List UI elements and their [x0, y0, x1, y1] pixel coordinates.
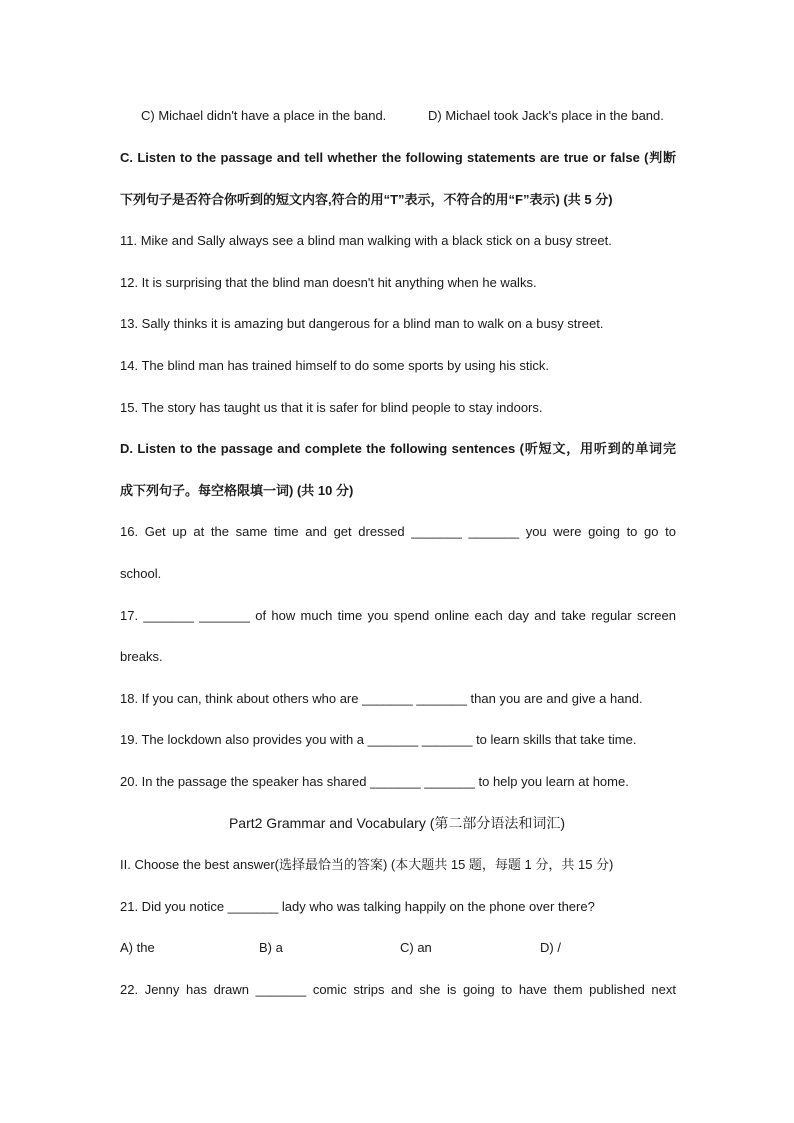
question-14: 14. The blind man has trained himself to do some sports by using his stick. — [120, 358, 549, 373]
option-c-previous: C) Michael didn't have a place in the band. — [141, 108, 387, 123]
question-15: 15. The story has taught us that it is safer for blind people to stay indoors. — [120, 400, 543, 415]
question-17-line2: breaks. — [120, 649, 163, 664]
section-d-heading-line2: 成下列句子。每空格限填一词) (共 10 分) — [120, 483, 354, 498]
section-ii-heading: II. Choose the best answer(选择最恰当的答案) (本大题共 15 题，每题 1 分，共 15 分) — [120, 857, 614, 872]
question-20: 20. In the passage the speaker has shared _______ _______ to help you learn at home. — [120, 774, 629, 789]
question-11: 11. Mike and Sally always see a blind man walking with a black stick on a busy street. — [120, 233, 612, 248]
q21-option-c: C) an — [400, 940, 432, 955]
question-16-line2: school. — [120, 566, 162, 581]
question-12: 12. It is surprising that the blind man doesn't hit anything when he walks. — [120, 275, 537, 290]
section-d-heading-line1: D. Listen to the passage and complete the following sentences (听短文，用听到的单词完 — [120, 441, 676, 456]
question-17-line1: 17. _______ _______ of how much time you spend online each day and take regular screen — [120, 608, 676, 623]
question-18: 18. If you can, think about others who are _______ _______ than you are and give a hand. — [120, 691, 643, 706]
q21-option-d: D) / — [540, 940, 561, 955]
section-c-heading-line2: 下列句子是否符合你听到的短文内容,符合的用“T”表示，不符合的用“F”表示) (共 5 分) — [120, 192, 613, 207]
option-d-previous: D) Michael took Jack's place in the band. — [428, 108, 664, 123]
question-13: 13. Sally thinks it is amazing but dangerous for a blind man to walk on a busy street. — [120, 316, 604, 331]
q21-option-a: A) the — [120, 940, 155, 955]
question-16-line1: 16. Get up at the same time and get dressed _______ _______ you were going to go to — [120, 524, 676, 539]
question-19: 19. The lockdown also provides you with a _______ _______ to learn skills that take time. — [120, 732, 637, 747]
part2-title: Part2 Grammar and Vocabulary (第二部分语法和词汇) — [228, 815, 566, 831]
q21-option-b: B) a — [259, 940, 283, 955]
question-22-line1: 22. Jenny has drawn _______ comic strips and she is going to have them published next — [120, 982, 676, 997]
question-21: 21. Did you notice _______ lady who was talking happily on the phone over there? — [120, 899, 595, 914]
section-c-heading-line1: C. Listen to the passage and tell whether the following statements are true or false (判断 — [120, 150, 676, 165]
